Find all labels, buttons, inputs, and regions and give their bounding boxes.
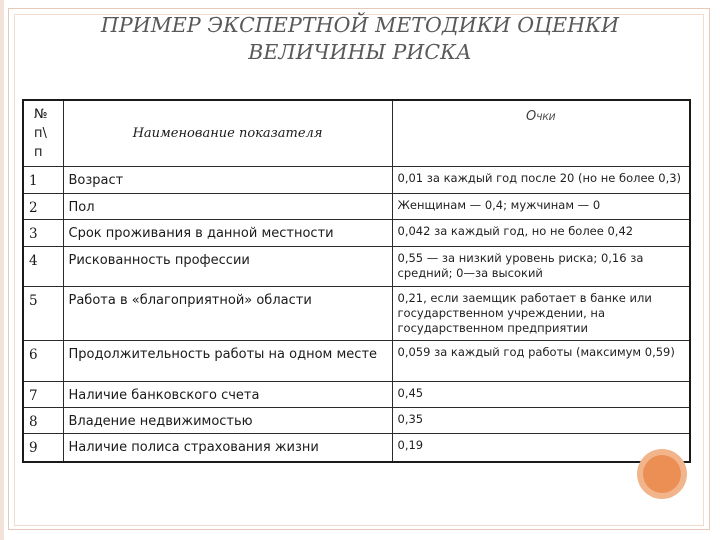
row-number: 1 [23,166,63,193]
row-number: 5 [23,286,63,340]
row-indicator-name: Срок проживания в данной местности [63,219,392,246]
left-decorative-stripe [0,0,4,540]
slide-title [20,12,700,66]
slide-title-line-2: ВЕЛИЧИНЫ РИСКА [248,40,472,64]
row-number: 3 [23,219,63,246]
table-row [23,286,690,340]
row-points: 0,01 за каждый год после 20 (но не более 0,3) [392,166,690,193]
row-number: 7 [23,381,63,407]
row-points: 0,35 [392,407,690,433]
slide-title-line-1: ПРИМЕР ЭКСПЕРТНОЙ МЕТОДИКИ ОЦЕНКИ [100,13,620,37]
row-number: 2 [23,193,63,219]
row-indicator-name: Рискованность профессии [63,246,392,286]
table-row [23,407,690,433]
decorative-orange-circle [637,449,687,499]
table-row [23,219,690,246]
row-points: 0,19 [392,433,690,462]
row-number: 4 [23,246,63,286]
row-indicator-name: Наличие полиса страхования жизни [63,433,392,462]
row-indicator-name: Работа в «благоприятной» области [63,286,392,340]
row-number: 8 [23,407,63,433]
header-number: № п\ п [23,100,63,166]
risk-assessment-table [22,99,691,463]
row-points: 0,55 — за низкий уровень риска; 0,16 за средний; 0—за высокий [392,246,690,286]
row-number: 9 [23,433,63,462]
row-indicator-name: Наличие банковского счета [63,381,392,407]
row-points: 0,45 [392,381,690,407]
row-points: 0,21, если заемщик работает в банке или государственном учреждении, на государственном предприятии [392,286,690,340]
table-row [23,381,690,407]
table-row [23,166,690,193]
row-indicator-name: Возраст [63,166,392,193]
table-row [23,433,690,462]
table-header-row [23,100,690,166]
row-points: 0,042 за каждый год, но не более 0,42 [392,219,690,246]
row-points: Женщинам — 0,4; мужчинам — 0 [392,193,690,219]
table-row [23,193,690,219]
row-indicator-name: Владение недвижимостью [63,407,392,433]
header-indicator-name: Наименование показателя [63,100,392,166]
header-points: Очки [392,100,690,166]
row-indicator-name: Продолжительность работы на одном месте [63,340,392,381]
table-row [23,340,690,381]
row-indicator-name: Пол [63,193,392,219]
row-points: 0,059 за каждый год работы (максимум 0,59) [392,340,690,381]
row-number: 6 [23,340,63,381]
table-row [23,246,690,286]
